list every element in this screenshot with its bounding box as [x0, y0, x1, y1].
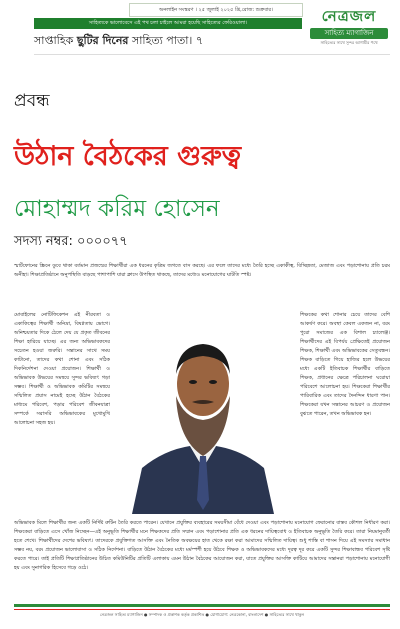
weekly-suffix: সাহিত্য পাতা। ৭ — [128, 34, 203, 47]
weekly-highlight: ছুটির দিনের — [76, 34, 129, 47]
logo-tagline: সাহিত্যের সাথে সুন্দর আগামীর পথে — [320, 40, 378, 45]
author-photo — [114, 300, 292, 514]
slogan-ticker: সাহিত্যকে ভালোবেসে এই পথ চলা চাইলে আমরা হয়েছি সাহিত্যের ফেরিওয়ালা। — [34, 18, 302, 29]
header-divider — [34, 54, 390, 55]
magazine-logo — [306, 4, 392, 50]
author-portrait-icon — [114, 300, 292, 514]
article-author: মোহাম্মদ করিম হোসেন — [14, 196, 220, 222]
article-right-column: শিক্ষকের কথা শোনার চেয়ে তাদের বেশি আকর্ষণ করে। অবস্থা কেবল একজন না, বরং পুরো সমাজের এক বিশাল চ্যালেঞ্জ। শিক্ষার্থীদের এই বিপর্যয় প্রেক্ষিতেই প্রয়োজন শিক্ষক, শিক্ষার্থী এবং অভিভাবকের সেতুবন্ধন। শিক্ষক বাড়িতে গিয়ে হাজির হলে উভয়ের মধ্যে একটি ইতিবাচক শিক্ষার্থীর বাড়িতে শিক্ষক, প্রধানের ক্ষেত্রে পরিচালনা ঘরোয়া পরিবেশে আলোচনা হয়। শিক্ষকেরা শিক্ষার্থীর পারিবারিক এবং তাদের দৈনন্দিন ধারণা পান। শিক্ষকেরা যখন সন্তানের আচরণ ও প্রয়োজন বুঝতে পারেন, তখন অভিভাবক হন। — [300, 312, 390, 417]
article-category: প্রবন্ধ — [14, 91, 50, 111]
edition-banner: অনলাইন সংস্করণ । ২৫ জুলাই ২০২৫ খ্রি,রোজ: শুক্রবার। — [129, 3, 303, 17]
weekly-page-title — [34, 30, 302, 52]
member-number: সদস্য নম্বর: ০০০০৭৭ — [14, 234, 128, 249]
article-closing-paragraph: অভিভাবক মিলে শিক্ষার্থীর জন্য একটি নির্দিষ্ট রুটিন তৈরি করতে পারেন। যেখানে প্রযুক্তির ব্যবহারের সময়সীমা বেঁধে দেওয়া এবং পড়াশোনায় মনোযোগ ফেরানোর বাস্তব কৌশল নির্ধারণ করা। শিক্ষকেরা বাড়িতে এসে খোঁজ নিচ্ছেন—এই অনুভূতি শিক্ষার্থীর মনে শিক্ষকদের প্রতি সম্মান এবং পড়াশোনার প্রতি এক ধরনের দায়িত্ববোধ ও ইতিবাচক অনুভূতি তৈরি করে। তারা নিয়মানুবর্তী হতে শেখে। শিক্ষার্থীদের দেশের ভবিষ্যৎ। তাদেরকে প্রযুক্তিগত আসক্তি এবং নৈতিক অবক্ষয়ের হাত থেকে রক্ষা করা আমাদের সম্মিলিত দায়িত্ব। শুধু শাস্তি বা শাসন দিয়ে এই সমস্যার সমাধান সম্ভব নয়, বরং প্রয়োজন ভালোবাসা ও সঠিক নির্দেশনা। বাড়িতে উঠান বৈঠকের মধ্যে মর্মস্পর্শী হয়ে উঠবে শিক্ষক ও অভিভাবকদের মধ্যে দূরত্ব দূর করে একটি সুন্দর শিক্ষাবান্ধব পরিবেশ সৃষ্টি করতে পারে। তাই প্রতিটি শিক্ষাপ্রতিষ্ঠানের উচিত কমিউনিটির প্রতিটি এলাকায় এমন উঠান বৈঠকের আয়োজন করা, যাতে প্রযুক্তির আসক্তি কাটিয়ে আমাদের সন্তানরা পড়াশোনায় মনোযোগী হয় এবং সুনাগরিক হিসেবে গড়ে ওঠে। — [14, 520, 390, 571]
footer-divider-green — [14, 604, 390, 607]
footer-info: নেত্রজল সাহিত্য ম্যাগাজিন ● সম্পাদক ও প্রকাশক কর্তৃক প্রকাশিত ● যোগাযোগ: নেত্রকোনা, বাংলাদেশ ● সাহিত্যের সাথে থাকুন — [100, 612, 304, 617]
article-intro-paragraph: স্মার্টফোনের স্ক্রিনে ডুবে থাকা বর্তমান প্রজন্মের শিক্ষার্থীরা এক ধরনের কৃত্রিম জগতে বাস করছে। এর ফলে তাদের মধ্যে তৈরি হচ্ছে একাকীত্ব, বিচ্ছিন্নতা, মেজাজ এবং পড়াশোনায় প্রতি চরম অনীহা। শিক্ষাপ্রতিষ্ঠানে অনুপস্থিতি বাড়ছে পাশাপাশি যারা ক্লাসে উপস্থিত থাকছে, তাদের মধ্যেও মনোযোগের ঘাটতি স্পষ্ট। — [14, 263, 390, 278]
article-left-column: মোবাইলের নোটিফিকেশন এই নীরবতা ও একাকিত্বের শিক্ষার্থী অনিদ্রা, বিষণ্ণতায় ভোগে। অনিশ্চয়তার দিকে ঠেলে দেয় যে প্রকৃত জীবনের শিক্ষা হারিয়ে যাচ্ছে। এর জন্য অভিভাবকদের সচেতন হওয়া জরুরি। সন্তানের সাথে সময় কাটানো, তাদের কথা শোনা এবং সঠিক দিকনির্দেশনা দেওয়া প্রয়োজন। শিক্ষার্থী ও অভিভাবক উভয়ের সমন্বয়ে সুন্দর ভবিষ্যৎ গড়া সম্ভব। শিক্ষার্থী ও অভিভাবক কমিটির সমন্বয়ে সম্মিলিত প্রয়াস নামেই হচ্ছে উঠান বৈঠকের মাধ্যমে পরিবেশ, পড়ার পরিবেশ জীবনযাত্রা সম্পর্কে সরাসরি অভিভাবকের মুখোমুখি আলোচনা সহজ হয়। — [14, 312, 110, 426]
article-title: উঠান বৈঠকের গুরুত্ব — [14, 141, 242, 172]
logo-title: নেত্রজল — [321, 7, 377, 25]
logo-subtitle: সাহিত্য ম্যাগাজিন — [310, 28, 388, 39]
weekly-prefix: সাপ্তাহিক — [34, 34, 77, 47]
